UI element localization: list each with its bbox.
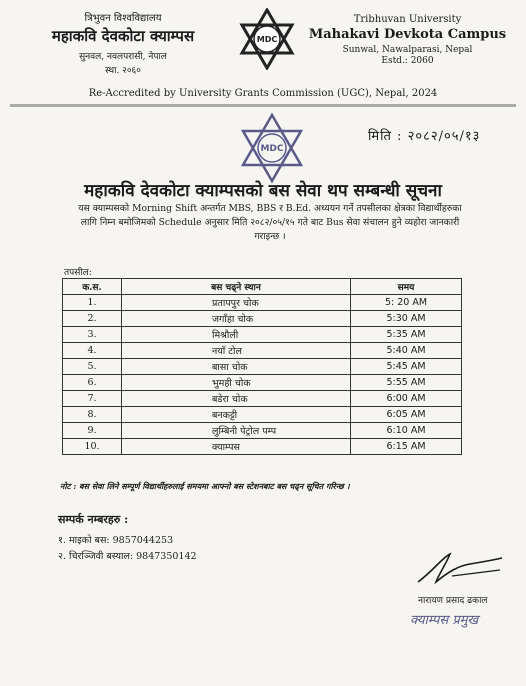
table-header-row — [63, 279, 462, 295]
notice-title: महाकवि देवकोटा क्याम्पसको बस सेवा थप सम्बन्धी सूचना — [84, 181, 442, 201]
notice-intro: यस क्याम्पसको Morning Shift अन्तर्गत MBS, BBS र B.Ed. अध्ययन गर्ने तपसीलका क्षेत्रका विद्यार्थीहरुका लागि निम्न बमोजिमको Schedule अनुसार मिति २०८२/०५/१५ गते बाट Bus सेवा संचालन हुने व्यहोरा जानकारी गराइन्छ । — [78, 203, 462, 242]
table-row — [63, 375, 462, 391]
table-row — [63, 327, 462, 343]
signatory-name: नारायण प्रसाद ढकाल — [418, 596, 488, 606]
campus-stamp — [236, 112, 308, 184]
campus-logo — [236, 8, 298, 70]
contacts-heading: सम्पर्क नम्बरहरु : — [58, 513, 129, 526]
row-sn: 1. — [63, 295, 122, 311]
table-row — [63, 423, 462, 439]
header-time: समय — [351, 279, 462, 295]
university-name-en: Tribhuvan University — [353, 14, 462, 25]
table-row — [63, 439, 462, 455]
signatory-title-stamp: क्याम्पस प्रमुख — [410, 613, 479, 628]
row-time: 5:55 AM — [351, 375, 462, 391]
campus-name-en: Mahakavi Devkota Campus — [308, 27, 507, 42]
row-place: लुम्बिनी पेट्रोल पम्प — [122, 423, 351, 439]
row-time: 5:45 AM — [351, 359, 462, 375]
notice-date: मिति : २०८२/०५/१३ — [368, 129, 481, 144]
table-row — [63, 391, 462, 407]
established-np: स्था. २०६० — [105, 66, 141, 76]
row-sn: 5. — [63, 359, 122, 375]
signature-mark — [412, 548, 507, 588]
table-row — [63, 359, 462, 375]
row-time: 5:30 AM — [351, 311, 462, 327]
row-place: भुमही चोक — [122, 375, 351, 391]
row-sn: 4. — [63, 343, 122, 359]
logo-text: MDC — [256, 35, 278, 44]
notice-note: नोट : बस सेवा लिने सम्पूर्ण विद्यार्थीहरुलाई समयमा आफ्नो बस स्टेशनबाट बस चढ्न सूचित गरिन्छ । — [60, 481, 350, 491]
header-sn: क.स. — [63, 279, 122, 295]
row-sn: 7. — [63, 391, 122, 407]
row-sn: 9. — [63, 423, 122, 439]
row-time: 6:15 AM — [351, 439, 462, 455]
tapasil-label: तपसील: — [64, 268, 92, 278]
row-place: जगाँहा चोक — [122, 311, 351, 327]
header-english-block — [300, 14, 515, 66]
row-place: बडेरा चोक — [122, 391, 351, 407]
row-sn: 6. — [63, 375, 122, 391]
header-nepali-block — [18, 10, 228, 76]
row-place: बनकट्टी — [122, 407, 351, 423]
university-name-np: त्रिभुवन विश्वविद्यालय — [84, 13, 162, 24]
table-row — [63, 407, 462, 423]
row-sn: 2. — [63, 311, 122, 327]
row-sn: 3. — [63, 327, 122, 343]
address-np: सुनवल, नवलपरासी, नेपाल — [79, 52, 167, 62]
table-row — [63, 295, 462, 311]
row-time: 6:00 AM — [351, 391, 462, 407]
header-place: बस चढ्ने स्थान — [122, 279, 351, 295]
contact-item: १. माइको बस: 9857044253 — [58, 535, 174, 546]
row-time: 6:05 AM — [351, 407, 462, 423]
row-sn: 8. — [63, 407, 122, 423]
row-place: प्रतापपुर चोक — [122, 295, 351, 311]
row-place: नयाँ टोल — [122, 343, 351, 359]
established-en: Estd.: 2060 — [381, 56, 434, 66]
row-place: बासा चोक — [122, 359, 351, 375]
row-sn: 10. — [63, 439, 122, 455]
row-place: मिश्रौली — [122, 327, 351, 343]
header-divider — [10, 104, 516, 107]
row-time: 5: 20 AM — [351, 295, 462, 311]
stamp-text: MDC — [260, 144, 284, 154]
address-en: Sunwal, Nawalparasi, Nepal — [342, 45, 473, 55]
contact-item: २. चिरञ्जिवी बस्याल: 9847350142 — [58, 551, 197, 562]
campus-name-np: महाकवि देवकोटा क्याम्पस — [51, 27, 195, 45]
table-row — [63, 311, 462, 327]
row-time: 6:10 AM — [351, 423, 462, 439]
bus-schedule-table — [62, 278, 462, 455]
row-time: 5:35 AM — [351, 327, 462, 343]
table-row — [63, 343, 462, 359]
row-place: क्याम्पस — [122, 439, 351, 455]
reaccreditation-line: Re-Accredited by University Grants Commission (UGC), Nepal, 2024 — [88, 88, 438, 99]
row-time: 5:40 AM — [351, 343, 462, 359]
